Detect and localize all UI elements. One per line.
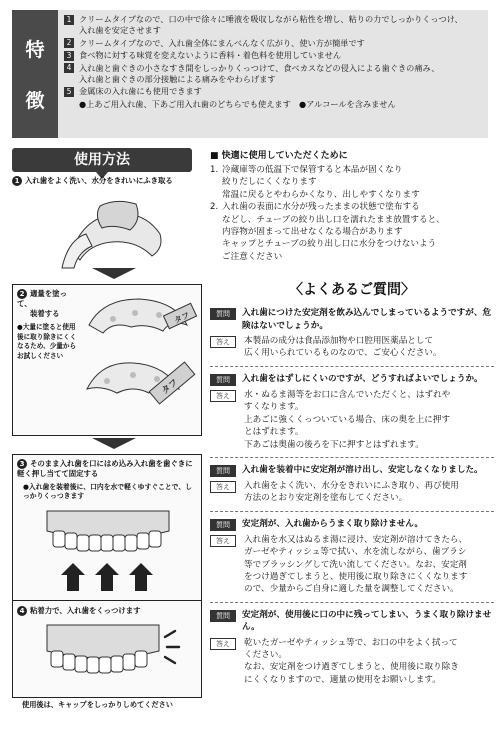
question-text: 安定剤が、使用後に口の中に残ってしまい、うまく取り除けません。 [242,609,492,633]
faq-title: 〈よくあるご質問〉 [289,282,415,299]
step-1 [12,176,194,186]
feature-text: クリームタイプなので、口の中で徐々に唾液を吸収しながら粘性を増し、粘りの力でしっかりくっつけ、 入れ歯を安定させます [79,14,463,36]
answer-badge: 答え [210,336,236,348]
faq-item [210,307,494,360]
tube-label-bottom: タフ [160,377,181,397]
step-1-number-icon: 1 [12,176,22,186]
wash-denture-illustration [52,190,182,270]
features-note: ●上あご用入れ歯、下あご用入れ歯のどちらでも使えます ●アルコールを含みません [79,98,396,109]
tips-heading: ■ 快適に使用していただくために [210,151,348,161]
feature-number: 4 [64,63,74,73]
answer-text: 入れ歯を水又はぬるま湯に浸け、安定剤が溶けてきたら、 ガーゼやティッシュ等で拭い、水を流しながら、歯ブラシ 等でブラッシングして洗い流してください。なお、安定剤 をつけ過ぎてしまうと、使用後に取り除きにくくなります ので、少量からご自身に適した量を調整してください。 [244,534,468,595]
feature-item [64,14,482,37]
feature-item [64,86,482,97]
step-4-box [12,600,202,698]
step-3-box [12,454,202,602]
feature-text: 金属床の入れ歯にも使用できます [79,86,202,97]
tip-text: 入れ歯の表面に水分が残ったままの状態で塗布する などし、チューブの絞り出し口を濡れたまま放置すると、 内容物が固まって出せなくなる場合があります キャップとチューブの絞り出し口に水分をつけないよう ご注意ください [222,202,445,262]
faq-item [210,464,494,505]
faq-divider [210,511,494,512]
attached-denture-illustration [43,621,183,693]
feature-item [64,38,482,49]
step-3-number-icon: 3 [17,459,27,469]
step-2-note: ●大量に塗ると使用後に取り除きにくくなるため、少量からお試しください [17,323,77,360]
apply-cream-illustration [83,289,197,429]
answer-text: 乾いたガーゼやティッシュ等で、お口の中をよく拭って ください。 なお、安定剤をつけ過ぎてしまうと、使用後に取り除き にくくなりますので、適量の使用をお願いします。 [244,637,459,685]
usage-title: 使用方法 [12,148,192,172]
feature-text: クリームタイプなので、入れ歯全体にまんべんなく広がり、使い方が簡単です [79,37,365,48]
question-badge: 質問 [210,308,236,320]
tip-number: 1. [210,165,219,175]
answer-text: 本製品の成分は食品添加物や口腔用医薬品として 広く用いられているものなので、ご安心ください。 [244,336,442,359]
faq-item [210,609,494,686]
answer-badge: 答え [210,535,236,547]
question-text: 入れ歯をはずしにくいのですが、どうすればよいでしょうか。 [242,373,483,384]
usage-section [12,148,200,728]
fit-denture-illustration [43,507,173,597]
feature-item [64,50,482,61]
question-text: 入れ歯につけた安定剤を飲み込んでしまっているようですが、危険はないでしょうか。 [242,308,492,331]
step-1-text: 入れ歯をよく洗い、水分をきれいにふき取る [25,176,173,185]
feature-text: 入れ歯と歯ぐきの小さなすき間をしっかりくっつけて、食べカスなどの侵入による歯ぐきの痛み、 入れ歯と歯ぐきの部分接触による痛みをやわらげます [79,62,440,85]
answer-text: 水・ぬるま湯等をお口に含んでいただくと、はずれや すくなります。 上あごに強くくっついている場合、床の奥を上に押す とはずれます。 下あごは奥歯の後ろを下に押すとはずれます。 [244,389,451,450]
step-3-note: ●入れ歯を装着後に、口内を水で軽くゆすぐことで、しっかりくっつきます [23,483,192,501]
step-2-number-icon: 2 [17,289,27,299]
usage-footer: 使用後は、キャップをしっかりしめてください [22,700,173,709]
feature-text: 食べ物に対する味覚を変えないように香料・着色料を使用していません [79,50,342,61]
tip-item [210,201,494,263]
question-text: 安定剤が、入れ歯からうまく取り除けません。 [242,518,423,529]
feature-item [64,63,482,86]
feature-number: 1 [64,15,74,25]
question-text: 入れ歯を装着中に安定剤が溶け出し、安定しなくなりました。 [242,464,483,475]
feature-number: 3 [64,51,74,61]
features-box [12,10,488,138]
tube-label-top: タフ [172,310,192,326]
faq-divider [210,366,494,367]
question-badge: 質問 [210,465,236,477]
arrow-down-icon [92,438,136,449]
feature-number: 2 [64,38,74,48]
faq-item [210,373,494,451]
answer-badge: 答え [210,638,236,650]
tip-text: 冷蔵庫等の低温下で保管すると本品が固くなり 絞りだしにくくなります 常温に戻るとやわらかくなり、出しやすくなります [222,165,420,200]
tip-number: 2. [210,202,219,213]
question-badge: 質問 [210,374,236,386]
question-badge: 質問 [210,610,236,622]
step-2-text-a: 適量を塗って、 [17,289,67,308]
faq-divider [210,457,494,458]
features-label [12,10,58,138]
step-2-text-b: 装着する [30,309,60,318]
answer-badge: 答え [210,481,236,493]
arrow-down-icon [92,268,136,279]
features-list [64,14,482,110]
step-3-text: そのまま入れ歯を口にはめ込み入れ歯を歯ぐきに軽く押し当てて固定する [17,459,193,478]
step-4-number-icon: 4 [17,606,27,616]
faq-divider [210,602,494,603]
answer-badge: 答え [210,390,236,402]
features-label-char-1: 特 [25,39,45,61]
info-section [210,148,494,686]
answer-text: 入れ歯をよく洗い、水分をきれいにふき取り、再び使用 方法のとおり安定剤を塗布してください。 [244,480,459,504]
step-2-box [12,284,202,436]
faq-item [210,518,494,596]
step-4-text: 粘着力で、入れ歯をくっつけます [30,606,141,615]
tips-list [210,164,494,263]
features-label-char-2: 徴 [25,90,45,112]
feature-number: 5 [64,87,74,97]
question-badge: 質問 [210,519,236,531]
tip-item [210,164,494,201]
